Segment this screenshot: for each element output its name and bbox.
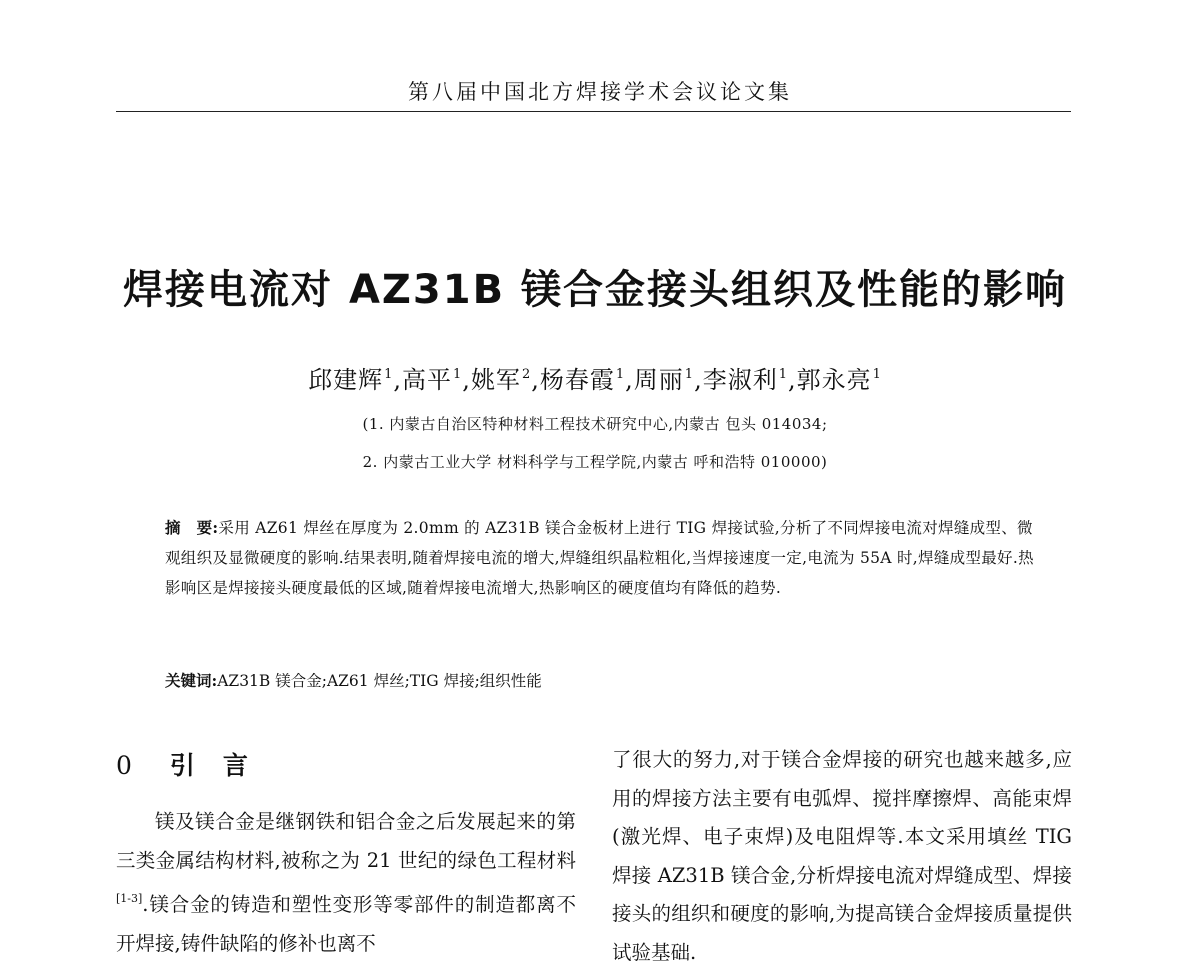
author-affiliation-mark: 1 <box>872 367 882 382</box>
keywords <box>165 669 1035 691</box>
author-name: 杨春霞 <box>539 366 615 394</box>
section-number: 0 <box>116 751 132 780</box>
abstract <box>165 513 1035 604</box>
abstract-label: 摘 要: <box>165 518 219 537</box>
citation: [1-3] <box>116 892 143 905</box>
header-rule <box>116 111 1071 112</box>
author-name: 郭永亮 <box>796 366 872 394</box>
body-column-left <box>116 803 576 963</box>
body-column-right: 了很大的努力,对于镁合金焊接的研究也越来越多,应用的焊接方法主要有电弧焊、搅拌摩擦焊、高能束焊(激光焊、电子束焊)及电阻焊等.本文采用填丝 TIG 焊接 AZ31B 镁合金,分析焊接电流对焊缝成型、焊接接头的组织和硬度的影响,为提高镁合金焊接质量提供试验基础. <box>612 748 1072 964</box>
author-affiliation-mark: 1 <box>384 367 394 382</box>
author-name: 李淑利 <box>702 366 778 394</box>
abstract-text: 采用 AZ61 焊丝在厚度为 2.0mm 的 AZ31B 镁合金板材上进行 TIG 焊接试验,分析了不同焊接电流对焊缝成型、微观组织及显微硬度的影响.结果表明,随着焊接电流的增大,焊缝组织晶粒粗化,当焊接速度一定,电流为 55A 时,焊缝成型最好.热影响区是焊接接头硬度最低的区域,随着焊接电流增大,热影响区的硬度值均有降低的趋势. <box>165 519 1034 598</box>
section-heading <box>116 746 248 782</box>
author-affiliation-mark: 1 <box>778 367 788 382</box>
author-name: 姚军 <box>470 366 521 394</box>
author-affiliation-mark: 1 <box>615 367 626 382</box>
author-affiliation-mark: 1 <box>453 367 463 382</box>
affiliation-1: (1. 内蒙古自治区特种材料工程技术研究中心,内蒙古 包头 014034; <box>362 415 828 433</box>
section-title-char-2: 言 <box>222 751 248 780</box>
running-header: 第八届中国北方焊接学术会议论文集 <box>408 80 792 104</box>
paper-title: 焊接电流对 AZ31B 镁合金接头组织及性能的影响 <box>123 267 1067 313</box>
section-title-char-1: 引 <box>169 751 195 780</box>
affiliation-2: 2. 内蒙古工业大学 材料科学与工程学院,内蒙古 呼和浩特 010000) <box>362 453 828 471</box>
author-name: 周丽 <box>633 366 684 394</box>
body-text: 镁及镁合金是继钢铁和铝合金之后发展起来的第三类金属结构材料,被称之为 21 世纪的绿色工程材料 <box>116 810 576 872</box>
author-name: 邱建辉 <box>308 366 384 394</box>
author-list: 邱建辉$^1$,高平$^1$,姚军$^2$,杨春霞$^1$,周丽$^1$,李淑利$^1$,郭永亮$^1$ <box>308 366 882 394</box>
author-affiliation-mark: 1 <box>684 367 695 382</box>
author-affiliation-mark: 2 <box>521 367 532 382</box>
body-text: .镁合金的铸造和塑性变形等零部件的制造都离不开焊接,铸件缺陷的修补也离不 <box>116 893 576 955</box>
author-name: 高平 <box>402 366 453 394</box>
keywords-label: 关键词: <box>165 671 218 690</box>
keywords-text: AZ31B 镁合金;AZ61 焊丝;TIG 焊接;组织性能 <box>217 672 542 690</box>
